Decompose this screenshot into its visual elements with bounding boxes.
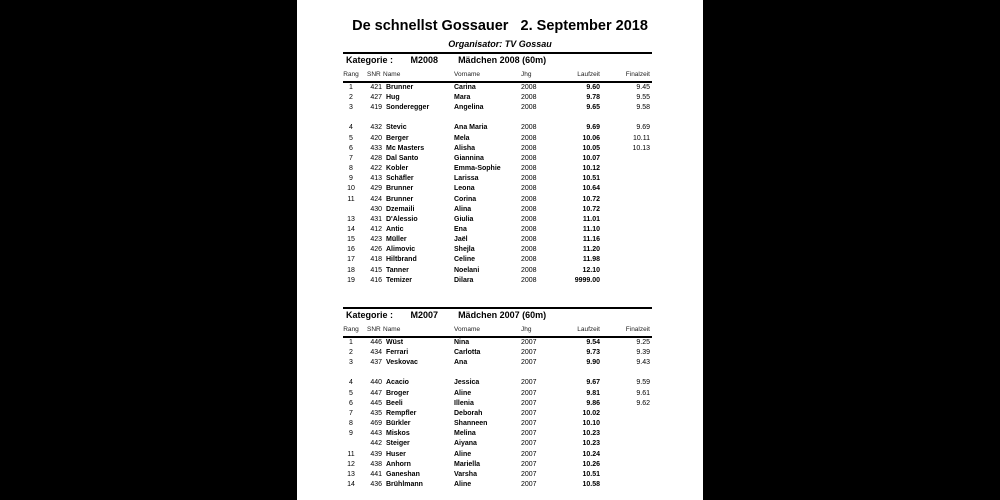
- cell-rang: 7: [349, 154, 353, 162]
- cell-snr: 415: [370, 266, 382, 274]
- cell-vorname: Aiyana: [454, 440, 477, 448]
- cell-snr: 430: [370, 205, 382, 213]
- cell-name: Acacio: [386, 379, 409, 387]
- cell-rang: 1: [349, 339, 353, 346]
- cell-laufzeit: 10.51: [582, 175, 600, 183]
- col-header-rang: Rang: [343, 71, 359, 78]
- cell-rang: 6: [349, 144, 353, 152]
- cell-snr: 412: [370, 225, 382, 233]
- cell-laufzeit: 9.67: [586, 379, 600, 387]
- cell-finalzeit: 9.43: [636, 359, 650, 367]
- cell-laufzeit: 11.98: [582, 256, 600, 264]
- col-header-rang: Rang: [343, 326, 359, 333]
- cell-finalzeit: 9.62: [636, 399, 650, 407]
- cell-jhg: 2008: [521, 175, 537, 183]
- cell-jhg: 2008: [521, 84, 537, 91]
- cell-laufzeit: 9.81: [586, 389, 600, 397]
- cell-snr: 442: [370, 440, 382, 448]
- cell-vorname: Nina: [454, 339, 470, 346]
- cell-name: D'Alessio: [386, 215, 418, 223]
- cell-snr: 438: [370, 460, 382, 468]
- cell-jhg: 2007: [521, 379, 537, 387]
- cell-vorname: Angelina: [454, 104, 484, 112]
- category-label: Kategorie :: [346, 310, 394, 320]
- cell-laufzeit: 10.06: [582, 134, 600, 142]
- cell-vorname: Noelani: [454, 266, 480, 274]
- cell-laufzeit: 9.86: [586, 399, 600, 407]
- cell-vorname: Giannina: [454, 154, 484, 162]
- cell-vorname: Dilara: [454, 276, 474, 284]
- cell-jhg: 2007: [521, 440, 537, 448]
- cell-jhg: 2007: [521, 450, 537, 458]
- cell-laufzeit: 10.10: [582, 420, 600, 428]
- cell-finalzeit: 9.61: [636, 389, 650, 397]
- cell-finalzeit: 10.11: [633, 134, 650, 142]
- table-row: [343, 124, 652, 134]
- cell-name: Sonderegger: [386, 104, 430, 112]
- col-header-name: Name: [383, 71, 401, 78]
- cell-jhg: 2008: [521, 256, 537, 264]
- cell-snr: 428: [370, 154, 382, 162]
- cell-finalzeit: 9.58: [636, 104, 650, 112]
- cell-vorname: Corina: [454, 195, 477, 203]
- cell-rang: 19: [347, 276, 355, 284]
- cell-laufzeit: 9999.00: [574, 276, 600, 284]
- category-name: Mädchen 2008 (60m): [458, 55, 547, 65]
- cell-snr: 422: [370, 165, 382, 173]
- col-header-laufzeit: Laufzeit: [577, 326, 600, 333]
- cell-snr: 429: [370, 185, 382, 193]
- table-header: [343, 326, 652, 336]
- cell-rang: 5: [349, 389, 353, 397]
- cell-rang: 1: [349, 84, 353, 91]
- cell-vorname: Celine: [454, 256, 476, 264]
- cell-snr: 426: [370, 246, 382, 254]
- cell-snr: 446: [370, 339, 382, 346]
- cell-name: Alimovic: [386, 246, 416, 254]
- table-row: [343, 400, 652, 410]
- cell-vorname: Larissa: [454, 175, 479, 183]
- cell-laufzeit: 11.01: [582, 215, 600, 223]
- cell-rang: 15: [347, 236, 355, 244]
- cell-rang: 9: [349, 430, 353, 438]
- category-label: Kategorie :: [346, 55, 394, 65]
- table-row: [343, 481, 652, 491]
- table-row: [343, 410, 652, 420]
- cell-vorname: Alina: [454, 205, 472, 213]
- cell-snr: 437: [370, 359, 382, 367]
- table-row: [343, 165, 652, 175]
- header-divider: [343, 81, 652, 83]
- cell-name: Ganeshan: [386, 470, 420, 478]
- cell-vorname: Mariella: [454, 460, 481, 468]
- cell-vorname: Deborah: [454, 409, 483, 417]
- cell-jhg: 2007: [521, 420, 537, 428]
- cell-rang: 13: [347, 215, 355, 223]
- cell-jhg: 2007: [521, 470, 537, 478]
- cell-snr: 445: [370, 399, 382, 407]
- cell-snr: 447: [370, 389, 382, 397]
- cell-name: Hug: [386, 94, 400, 102]
- cell-jhg: 2008: [521, 154, 537, 162]
- cell-name: Broger: [386, 389, 409, 397]
- cell-rang: 3: [349, 359, 353, 367]
- category-code: M2008: [410, 55, 439, 65]
- col-header-finalzeit: Finalzeit: [625, 326, 650, 333]
- cell-name: Anhorn: [386, 460, 411, 468]
- cell-rang: 13: [347, 470, 355, 478]
- cell-jhg: 2008: [521, 94, 537, 102]
- cell-laufzeit: 10.23: [582, 430, 600, 438]
- cell-snr: 441: [370, 470, 382, 478]
- cell-name: Dal Santo: [386, 154, 419, 162]
- cell-laufzeit: 11.16: [582, 236, 600, 244]
- cell-vorname: Shejla: [454, 246, 475, 254]
- cell-rang: 6: [349, 399, 353, 407]
- cell-vorname: Leona: [454, 185, 475, 193]
- cell-snr: 420: [370, 134, 382, 142]
- cell-snr: 443: [370, 430, 382, 438]
- table-row: [343, 277, 652, 287]
- cell-jhg: 2008: [521, 195, 537, 203]
- cell-vorname: Ana Maria: [454, 124, 488, 132]
- cell-jhg: 2008: [521, 225, 537, 233]
- cell-finalzeit: 9.59: [636, 379, 650, 387]
- table-row: [343, 379, 652, 389]
- cell-jhg: 2007: [521, 430, 537, 438]
- cell-rang: 8: [349, 420, 353, 428]
- cell-name: Beeli: [386, 399, 403, 407]
- cell-vorname: Mara: [454, 94, 471, 102]
- cell-jhg: 2008: [521, 276, 537, 284]
- cell-rang: 5: [349, 134, 353, 142]
- table-row: [343, 216, 652, 226]
- cell-laufzeit: 9.65: [586, 104, 600, 112]
- cell-name: Tanner: [386, 266, 409, 274]
- cell-laufzeit: 9.90: [586, 359, 600, 367]
- divider: [343, 307, 652, 309]
- cell-laufzeit: 9.73: [586, 349, 600, 357]
- cell-rang: 4: [349, 124, 353, 132]
- cell-finalzeit: 9.39: [636, 349, 650, 357]
- col-header-vorname: Vorname: [454, 326, 481, 333]
- cell-jhg: 2008: [521, 134, 537, 142]
- cell-vorname: Varsha: [454, 470, 477, 478]
- cell-snr: 469: [370, 420, 382, 428]
- table-row: [343, 135, 652, 145]
- cell-vorname: Mela: [454, 134, 470, 142]
- cell-rang: 2: [349, 349, 353, 357]
- cell-jhg: 2007: [521, 359, 537, 367]
- table-row: [343, 185, 652, 195]
- cell-snr: 421: [370, 84, 382, 91]
- cell-jhg: 2008: [521, 165, 537, 173]
- cell-jhg: 2008: [521, 246, 537, 254]
- cell-finalzeit: 9.55: [636, 94, 650, 102]
- cell-snr: 419: [370, 104, 382, 112]
- cell-name: Dzemaili: [386, 205, 415, 213]
- category-name: Mädchen 2007 (60m): [458, 310, 547, 320]
- cell-jhg: 2008: [521, 144, 537, 152]
- cell-laufzeit: 10.64: [582, 185, 600, 193]
- cell-vorname: Jessica: [454, 379, 480, 387]
- cell-laufzeit: 10.02: [582, 409, 600, 417]
- category-code: M2007: [410, 310, 439, 320]
- cell-jhg: 2008: [521, 104, 537, 112]
- cell-name: Brunner: [386, 84, 414, 91]
- cell-name: Hiltbrand: [386, 256, 417, 264]
- table-row: [343, 461, 652, 471]
- cell-name: Berger: [386, 134, 409, 142]
- header-divider: [343, 336, 652, 338]
- cell-vorname: Melina: [454, 430, 476, 438]
- table-row: [343, 226, 652, 236]
- cell-vorname: Carina: [454, 84, 476, 91]
- cell-snr: 435: [370, 409, 382, 417]
- table-row: [343, 267, 652, 277]
- cell-snr: 416: [370, 276, 382, 284]
- col-header-jhg: Jhg: [521, 326, 532, 333]
- table-row: [343, 196, 652, 206]
- table-row: [343, 206, 652, 216]
- cell-vorname: Carlotta: [454, 349, 481, 357]
- col-header-finalzeit: Finalzeit: [625, 71, 650, 78]
- cell-name: Antic: [386, 225, 404, 233]
- cell-rang: 12: [347, 460, 355, 468]
- cell-name: Bürkler: [386, 420, 411, 428]
- table-row: [343, 390, 652, 400]
- cell-jhg: 2007: [521, 399, 537, 407]
- cell-laufzeit: 10.72: [582, 205, 600, 213]
- cell-finalzeit: 9.25: [636, 339, 650, 346]
- cell-snr: 413: [370, 175, 382, 183]
- cell-name: Stevic: [386, 124, 407, 132]
- cell-laufzeit: 9.69: [586, 124, 600, 132]
- cell-vorname: Aline: [454, 480, 472, 488]
- page-title: De schnellst Gossauer 2. September 2018: [352, 18, 648, 34]
- table-row: [343, 145, 652, 155]
- cell-rang: 11: [347, 195, 355, 203]
- cell-snr: 431: [370, 215, 382, 223]
- cell-vorname: Aline: [454, 389, 472, 397]
- col-header-snr: SNR: [367, 326, 381, 333]
- cell-jhg: 2007: [521, 480, 537, 488]
- cell-vorname: Alisha: [454, 144, 476, 152]
- cell-laufzeit: 10.07: [582, 154, 600, 162]
- table-row: [343, 440, 652, 450]
- cell-laufzeit: 10.58: [582, 480, 600, 488]
- cell-vorname: Ena: [454, 225, 467, 233]
- col-header-snr: SNR: [367, 71, 381, 78]
- cell-vorname: Emma-Sophie: [454, 165, 501, 173]
- cell-name: Miskos: [386, 430, 410, 438]
- cell-rang: 11: [347, 450, 355, 458]
- cell-name: Kobler: [386, 165, 409, 173]
- cell-snr: 440: [370, 379, 382, 387]
- cell-jhg: 2008: [521, 205, 537, 213]
- cell-rang: 18: [347, 266, 355, 274]
- cell-name: Ferrari: [386, 349, 409, 357]
- cell-rang: 8: [349, 165, 353, 173]
- cell-finalzeit: 9.69: [636, 124, 650, 132]
- category-heading: [346, 310, 546, 320]
- cell-laufzeit: 11.10: [582, 225, 600, 233]
- cell-jhg: 2007: [521, 389, 537, 397]
- cell-finalzeit: 10.13: [632, 144, 650, 152]
- cell-vorname: Ana: [454, 359, 468, 367]
- cell-name: Brunner: [386, 185, 414, 193]
- cell-laufzeit: 10.72: [582, 195, 600, 203]
- table-row: [343, 430, 652, 440]
- col-header-name: Name: [383, 326, 401, 333]
- table-row: [343, 84, 652, 94]
- table-row: [343, 339, 652, 349]
- cell-laufzeit: 9.78: [586, 94, 600, 102]
- cell-snr: 424: [370, 195, 382, 203]
- table-row: [343, 451, 652, 461]
- cell-name: Veskovac: [386, 359, 418, 367]
- table-row: [343, 155, 652, 165]
- table-row: [343, 256, 652, 266]
- cell-vorname: Shanneen: [454, 420, 488, 428]
- table-row: [343, 420, 652, 430]
- cell-rang: 14: [347, 225, 355, 233]
- cell-snr: 432: [370, 124, 382, 132]
- cell-name: Brühlmann: [386, 480, 423, 488]
- cell-laufzeit: 10.26: [582, 460, 600, 468]
- cell-vorname: Jaël: [454, 236, 468, 244]
- cell-rang: 3: [349, 104, 353, 112]
- organizer: Organisator: TV Gossau: [448, 39, 552, 49]
- cell-laufzeit: 9.60: [586, 84, 600, 91]
- cell-laufzeit: 9.54: [586, 339, 600, 346]
- cell-laufzeit: 10.23: [582, 440, 600, 448]
- cell-rang: 4: [349, 379, 353, 387]
- cell-jhg: 2007: [521, 460, 537, 468]
- category-heading: [346, 55, 546, 65]
- cell-rang: 7: [349, 409, 353, 417]
- cell-rang: 16: [347, 246, 355, 254]
- cell-snr: 434: [370, 349, 382, 357]
- cell-vorname: Aline: [454, 450, 472, 458]
- cell-jhg: 2008: [521, 185, 537, 193]
- cell-laufzeit: 10.24: [582, 450, 600, 458]
- table-row: [343, 349, 652, 359]
- cell-laufzeit: 10.05: [582, 144, 600, 152]
- cell-snr: 423: [370, 236, 382, 244]
- table-row: [343, 94, 652, 104]
- cell-snr: 439: [370, 450, 382, 458]
- cell-laufzeit: 10.51: [582, 470, 600, 478]
- cell-name: Huser: [386, 450, 406, 458]
- col-header-laufzeit: Laufzeit: [577, 71, 600, 78]
- cell-rang: 10: [347, 185, 355, 193]
- cell-rang: 17: [347, 256, 355, 264]
- cell-rang: 14: [347, 480, 355, 488]
- cell-jhg: 2007: [521, 339, 537, 346]
- cell-snr: 433: [370, 144, 382, 152]
- cell-name: Rempfler: [386, 409, 417, 417]
- cell-jhg: 2007: [521, 349, 537, 357]
- table-row: [343, 471, 652, 481]
- results-page: [297, 0, 703, 500]
- table-row: [343, 175, 652, 185]
- table-row: [343, 359, 652, 369]
- cell-finalzeit: 9.45: [636, 84, 650, 91]
- cell-laufzeit: 12.10: [582, 266, 600, 274]
- table-header: [343, 71, 652, 81]
- cell-name: Brunner: [386, 195, 414, 203]
- divider: [343, 52, 652, 54]
- cell-snr: 436: [370, 480, 382, 488]
- cell-jhg: 2008: [521, 124, 537, 132]
- cell-name: Wüst: [386, 339, 404, 346]
- cell-laufzeit: 11.20: [582, 246, 600, 254]
- cell-name: Temizer: [386, 276, 412, 284]
- cell-name: Schäfler: [386, 175, 414, 183]
- cell-name: Müller: [386, 236, 407, 244]
- cell-name: Mc Masters: [386, 144, 425, 152]
- cell-rang: 2: [349, 94, 353, 102]
- table-row: [343, 104, 652, 114]
- cell-snr: 418: [370, 256, 382, 264]
- cell-rang: 9: [349, 175, 353, 183]
- col-header-jhg: Jhg: [521, 71, 532, 78]
- cell-name: Steiger: [386, 440, 410, 448]
- cell-jhg: 2008: [521, 236, 537, 244]
- cell-jhg: 2008: [521, 215, 537, 223]
- table-row: [343, 236, 652, 246]
- table-row: [343, 246, 652, 256]
- cell-jhg: 2007: [521, 409, 537, 417]
- cell-snr: 427: [370, 94, 382, 102]
- cell-laufzeit: 10.12: [582, 165, 600, 173]
- cell-vorname: Giulia: [454, 215, 474, 223]
- cell-jhg: 2008: [521, 266, 537, 274]
- col-header-vorname: Vorname: [454, 71, 481, 78]
- cell-vorname: Illenia: [454, 399, 474, 407]
